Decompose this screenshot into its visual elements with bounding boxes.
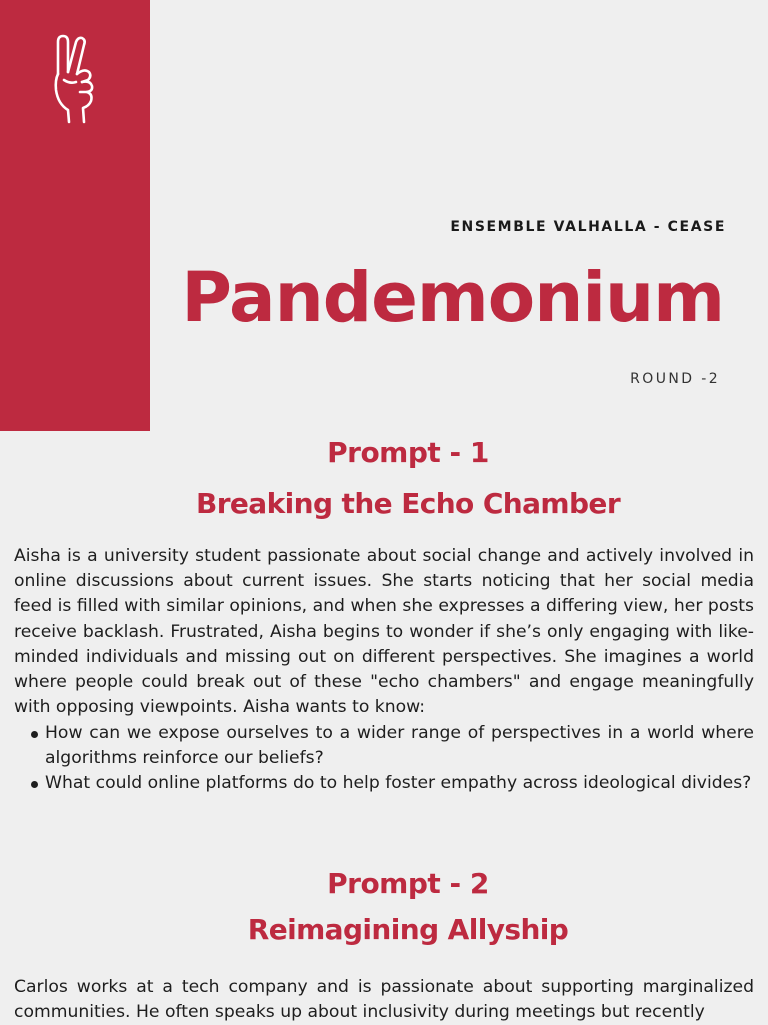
prompt-1-body: Aisha is a university student passionate about social change and actively involved in online discussions about current issues. She starts noticing that her social media feed is filled with similar opinions, and when she expresses a differing view, her posts receive backlash. Frustrated, Aisha begins to wonder if she’s only engaging with like-minded individuals and missing out on different perspectives. She imagines a world where people could break out of these "echo chambers" and engage meaningfully with opposing viewpoints. Aisha wants to know: [14, 546, 754, 718]
page-title: Pandemonium [181, 258, 724, 338]
prompt-2-label: Prompt - 2 [327, 867, 489, 900]
prompt-1-question-2: What could online platforms do to help foster empathy across ideological divides? [14, 771, 754, 796]
prompt-1-label: Prompt - 1 [327, 436, 489, 469]
round-label: ROUND -2 [630, 371, 720, 387]
peace-sign-hand-icon [52, 34, 98, 124]
header-color-block [0, 0, 150, 431]
organization-label: ENSEMBLE VALHALLA - CEASE [450, 219, 726, 235]
prompt-2-body: Carlos works at a tech company and is passionate about supporting marginalized communities. He often speaks up about inclusivity during meetings but recently [14, 977, 754, 1023]
prompt-1-title: Breaking the Echo Chamber [195, 487, 621, 520]
prompt-2-title: Reimagining Allyship [247, 913, 569, 946]
prompt-1-question-1: How can we expose ourselves to a wider range of perspectives in a world where algorithms reinforce our beliefs? [14, 721, 754, 771]
prompt-1-questions [14, 721, 754, 797]
